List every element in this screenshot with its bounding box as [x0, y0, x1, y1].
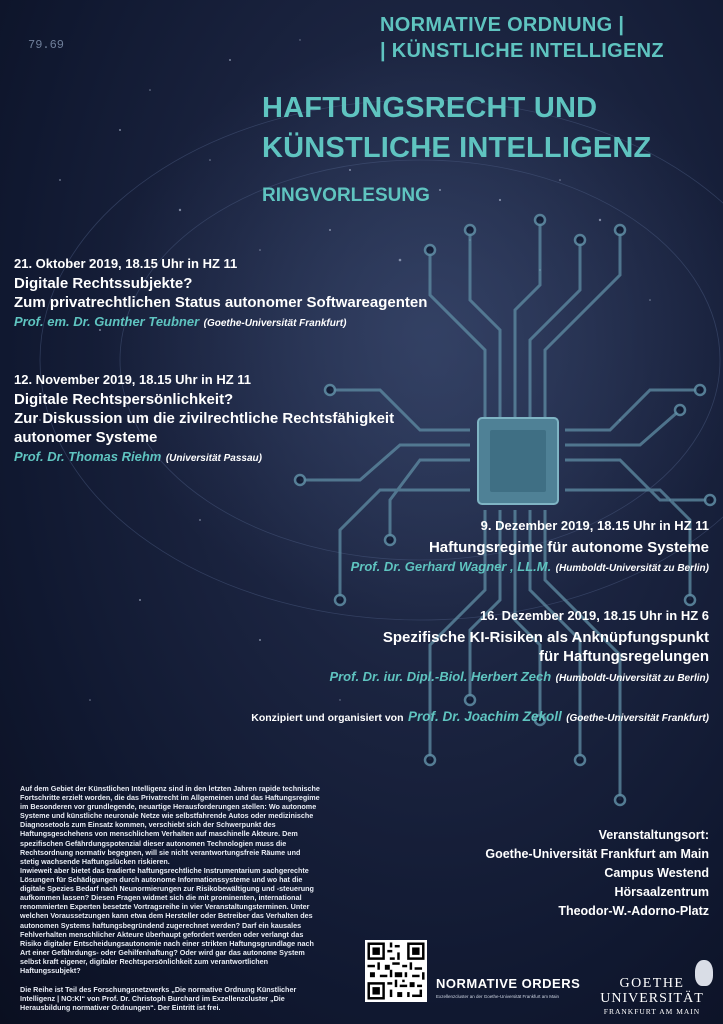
lecture-2: [14, 371, 484, 466]
lecture-date: 12. November 2019, 18.15 Uhr in HZ 11: [14, 372, 252, 387]
lecture-date: 21. Oktober 2019, 18.15 Uhr in HZ 11: [14, 256, 238, 271]
goethe-line-3: FRANKFURT AM MAIN: [603, 1007, 701, 1016]
goethe-university-logo: [592, 976, 712, 1017]
normative-orders-wordmark: NORMATIVE ORDERS: [436, 976, 581, 991]
subtitle: RINGVORLESUNG: [262, 185, 430, 206]
venue-label: Veranstaltungsort:: [598, 828, 709, 842]
lecture-title-line-1: Haftungsregime für autonome Systeme: [428, 539, 709, 556]
goethe-line-1: GOETHE: [619, 976, 685, 991]
handwritten-note: 79.69: [28, 38, 65, 52]
lecture-1: [14, 255, 474, 331]
lecture-speaker: Prof. Dr. Thomas Riehm: [14, 449, 162, 464]
lecture-title-line-2: für Haftungsregelungen: [538, 648, 709, 665]
venue: [379, 826, 709, 921]
lecture-title-line-3: autonomer Systeme: [14, 429, 158, 446]
lecture-date: 16. Dezember 2019, 18.15 Uhr in HZ 6: [479, 608, 709, 623]
normative-orders-logo: [436, 976, 586, 999]
lecture-speaker: Prof. Dr. iur. Dipl.-Biol. Herbert Zech: [329, 669, 552, 684]
main-title: [262, 88, 712, 168]
venue-line-4: Theodor-W.-Adorno-Platz: [558, 904, 709, 918]
organizer: [149, 708, 709, 726]
lecture-affiliation: (Humboldt-Universität zu Berlin): [555, 673, 709, 684]
lecture-affiliation: (Universität Passau): [165, 453, 262, 464]
series-title: [380, 12, 710, 64]
lecture-title-line-2: Zum privatrechtlichen Status autonomer Softwareagenten: [14, 294, 428, 311]
lecture-affiliation: (Goethe-Universität Frankfurt): [203, 318, 347, 329]
lecture-speaker: Prof. Dr. Gerhard Wagner , LL.M.: [350, 559, 552, 574]
goethe-portrait-icon: [695, 960, 713, 986]
lecture-title-line-1: Digitale Rechtspersönlichkeit?: [14, 391, 234, 408]
venue-line-3: Hörsaalzentrum: [614, 885, 709, 899]
title-line-2: KÜNSTLICHE INTELLIGENZ: [262, 132, 652, 164]
chip-graphic: [478, 418, 558, 504]
intro-paragraph: Auf dem Gebiet der Künstlichen Intelligenz sind in den letzten Jahren rapide technische Fortschritte erzielt worden, die das Privatrecht im Allgemeinen und das Haftungsregime im Besonderen vor grundlegende, neuartige Herausforderungen stellen: Wo autonome Systeme und künstliche neuronale Netze wie selbstfahrende Autos oder medizinische Diagnosetools zum Einsatz kommen, verschiebt sich der Schwerpunkt des Haftungsgeschehens von menschlichem Verhalten auf maschinelle Akteure. Dem spezifischen Gefährdungspotenzial dieser autonomen Technologien muss die Rechtsordnung normativ begegnen, will sie nicht verantwortungsfreie Räume und stetig wachsende Haftungslücken riskieren.: [20, 784, 320, 866]
network-paragraph: Die Reihe ist Teil des Forschungsnetzwerks „Die normative Ordnung Künstlicher Intelligenz | NO:KI“ von Prof. Dr. Christoph Burchard im Exzellenzcluster „Die Herausbildung normativer Ordnungen“. Der Eintritt ist frei.: [20, 985, 297, 1013]
venue-line-2: Campus Westend: [604, 866, 709, 880]
series-line-2: | KÜNSTLICHE INTELLIGENZ: [380, 40, 664, 62]
organizer-prefix: Konzipiert und organisiert von: [251, 712, 404, 724]
normative-orders-subline: Exzellenzcluster an der Goethe-Universität Frankfurt am Main: [436, 994, 560, 999]
title-line-1: HAFTUNGSRECHT UND: [262, 92, 598, 124]
organizer-affiliation: (Goethe-Universität Frankfurt): [566, 713, 709, 724]
lecture-3: [239, 517, 709, 576]
questions-paragraph: Inwieweit aber bietet das tradierte haftungsrechtliche Instrumentarium sachgerechte Lösungen für Schädigungen durch autonome Informationssysteme und wo hat die digitale Spezies Bedarf nach Neunormierungen zur Risikobewältigung und -steuerung aufkommen lassen? Diesen Fragen widmet sich die mit prominenten, international renommierten Experten besetzte Vortragsreihe in vier Veranstaltungsterminen. Unter welchen Voraussetzungen kann etwa dem Hersteller oder Betreiber das Verhalten des autonomen Systems haftungsbegründend zugerechnet werden? Darf ein kausales Fehlverhalten menschlicher Akteure überhaupt gefordert werden oder verlangt das Risiko digitaler Entscheidungsautonomie nach einer strikten Haftungsgrundlage nach Art einer Gefährdungs- oder Gehilfenhaftung? Oder wird gar das autonome System selbst kraft eigener, digitaler Rechtspersönlichkeit zum verantwortlichen Haftungssubjekt?: [20, 866, 314, 976]
series-line-1: NORMATIVE ORDNUNG |: [380, 14, 625, 36]
lecture-speaker: Prof. em. Dr. Gunther Teubner: [14, 314, 200, 329]
lecture-title-line-2: Zur Diskussion um die zivilrechtliche Rechtsfähigkeit: [14, 410, 395, 427]
lecture-title-line-1: Digitale Rechtssubjekte?: [14, 275, 193, 292]
goethe-line-2: UNIVERSITÄT: [600, 991, 704, 1006]
lecture-4: [239, 607, 709, 686]
venue-line-1: Goethe-Universität Frankfurt am Main: [485, 847, 709, 861]
lecture-title-line-1: Spezifische KI-Risiken als Anknüpfungspunkt: [382, 629, 709, 646]
lecture-date: 9. Dezember 2019, 18.15 Uhr in HZ 11: [480, 518, 709, 533]
organizer-name: Prof. Dr. Joachim Zekoll: [407, 709, 562, 724]
lecture-affiliation: (Humboldt-Universität zu Berlin): [555, 563, 709, 574]
qr-code[interactable]: [365, 940, 427, 1002]
